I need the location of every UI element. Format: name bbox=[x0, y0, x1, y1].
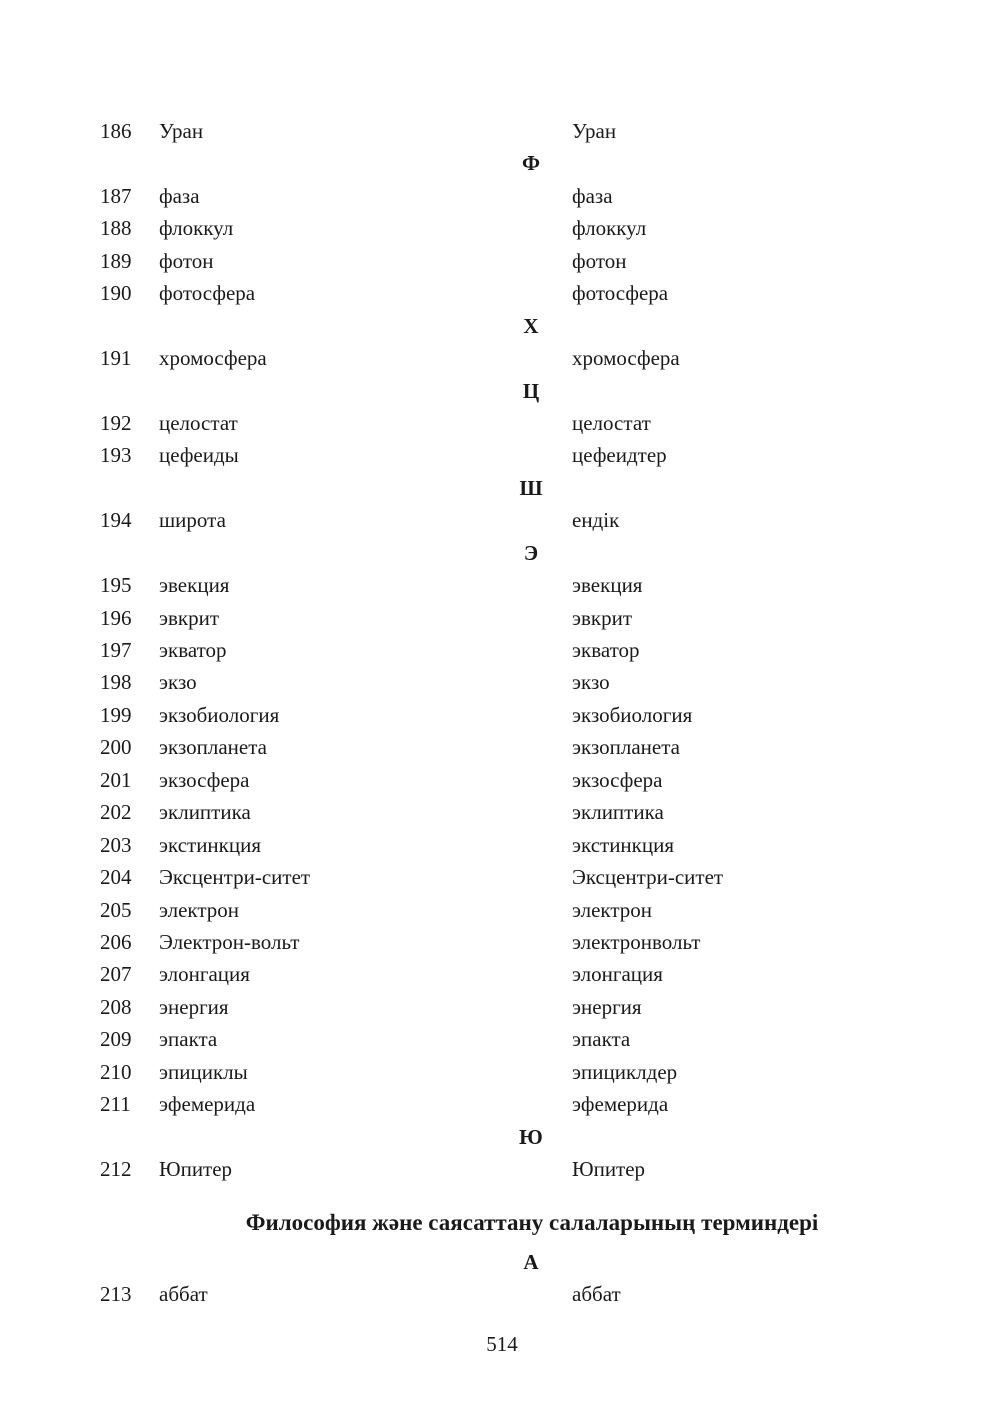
term-russian: экзобиология bbox=[159, 702, 280, 727]
term-russian: эфемерида bbox=[159, 1092, 256, 1117]
term-kazakh: электрон bbox=[572, 897, 653, 922]
term-list bbox=[0, 115, 1004, 1185]
term-row bbox=[0, 991, 1004, 1023]
term-number: 192 bbox=[100, 410, 132, 435]
term-number: 190 bbox=[100, 281, 132, 306]
term-number: 197 bbox=[100, 638, 132, 662]
term-number: 187 bbox=[100, 183, 132, 208]
term-number: 212 bbox=[100, 1157, 132, 1181]
term-russian: фотосфера bbox=[159, 281, 256, 306]
term-russian: эпакта bbox=[159, 1027, 218, 1052]
term-row bbox=[0, 602, 1004, 634]
term-russian: Электрон-вольт bbox=[159, 929, 300, 954]
term-row bbox=[0, 245, 1004, 277]
term-kazakh: экстинкция bbox=[572, 832, 675, 857]
term-kazakh: аббат bbox=[572, 1282, 621, 1307]
term-kazakh: эпициклдер bbox=[572, 1059, 678, 1084]
term-number: 207 bbox=[100, 962, 132, 987]
term-russian: цефеиды bbox=[159, 443, 239, 468]
term-row bbox=[0, 861, 1004, 893]
term-row bbox=[0, 1056, 1004, 1088]
term-russian: хромосфера bbox=[159, 346, 267, 371]
letter-heading bbox=[0, 375, 1004, 407]
term-number: 211 bbox=[100, 1092, 131, 1117]
term-russian: фотон bbox=[159, 248, 214, 273]
letter-heading bbox=[0, 310, 1004, 342]
letter-heading bbox=[0, 472, 1004, 504]
term-kazakh: Юпитер bbox=[572, 1157, 646, 1181]
term-kazakh: целостат bbox=[572, 410, 651, 435]
term-number: 196 bbox=[100, 605, 132, 630]
term-russian: флоккул bbox=[159, 216, 234, 241]
term-number: 205 bbox=[100, 897, 132, 922]
letter-heading bbox=[0, 537, 1004, 569]
term-row bbox=[0, 407, 1004, 439]
term-row bbox=[0, 731, 1004, 763]
term-row bbox=[0, 894, 1004, 926]
letter-heading-text: Ц bbox=[522, 378, 540, 403]
term-kazakh: Эксцентри-ситет bbox=[572, 865, 724, 890]
term-number: 204 bbox=[100, 865, 132, 890]
term-row bbox=[0, 180, 1004, 212]
term-number: 193 bbox=[100, 443, 132, 468]
term-russian: аббат bbox=[159, 1282, 208, 1307]
term-russian: экзо bbox=[159, 670, 197, 695]
term-number: 195 bbox=[100, 573, 132, 598]
term-kazakh: эфемерида bbox=[572, 1092, 669, 1117]
term-russian: экзопланета bbox=[159, 735, 267, 760]
page-number: 514 bbox=[486, 1332, 518, 1356]
term-row bbox=[0, 958, 1004, 990]
term-number: 198 bbox=[100, 670, 132, 695]
letter-heading bbox=[0, 1246, 1004, 1278]
letter-heading-text: Э bbox=[523, 540, 539, 565]
term-row bbox=[0, 212, 1004, 244]
term-row bbox=[0, 115, 1004, 147]
term-row bbox=[0, 504, 1004, 536]
term-kazakh: экзосфера bbox=[572, 767, 663, 792]
term-russian: Уран bbox=[159, 119, 204, 143]
term-row bbox=[0, 764, 1004, 796]
term-number: 213 bbox=[100, 1282, 132, 1307]
term-number: 209 bbox=[100, 1027, 132, 1052]
term-kazakh: экзо bbox=[572, 670, 610, 695]
term-russian: эклиптика bbox=[159, 800, 251, 825]
term-row bbox=[0, 699, 1004, 731]
term-russian: эпициклы bbox=[159, 1059, 248, 1084]
term-kazakh: фотон bbox=[572, 248, 627, 273]
letter-heading bbox=[0, 1121, 1004, 1153]
term-number: 203 bbox=[100, 832, 132, 857]
term-row bbox=[0, 1278, 1004, 1310]
term-russian: Юпитер bbox=[159, 1157, 233, 1181]
term-russian: целостат bbox=[159, 410, 238, 435]
term-kazakh: эвекция bbox=[572, 573, 643, 598]
term-russian: Эксцентри-ситет bbox=[159, 865, 311, 890]
term-number: 186 bbox=[100, 119, 132, 143]
term-row bbox=[0, 342, 1004, 374]
term-russian: экватор bbox=[159, 638, 227, 662]
term-russian: энергия bbox=[159, 994, 229, 1019]
term-row bbox=[0, 666, 1004, 698]
term-russian: эвкрит bbox=[159, 605, 220, 630]
term-number: 199 bbox=[100, 702, 132, 727]
term-number: 210 bbox=[100, 1059, 132, 1084]
term-kazakh: энергия bbox=[572, 994, 642, 1019]
term-number: 201 bbox=[100, 767, 132, 792]
term-kazakh: цефеидтер bbox=[572, 443, 667, 468]
term-row bbox=[0, 926, 1004, 958]
term-kazakh: экватор bbox=[572, 638, 640, 662]
term-russian: широта bbox=[159, 508, 226, 533]
term-russian: фаза bbox=[159, 183, 200, 208]
term-number: 191 bbox=[100, 346, 132, 371]
letter-heading-text: Ю bbox=[519, 1124, 543, 1149]
term-number: 194 bbox=[100, 508, 132, 533]
term-kazakh: экзобиология bbox=[572, 702, 693, 727]
term-kazakh: эпакта bbox=[572, 1027, 631, 1052]
term-kazakh: экзопланета bbox=[572, 735, 680, 760]
term-row bbox=[0, 1023, 1004, 1055]
term-number: 208 bbox=[100, 994, 132, 1019]
term-number: 188 bbox=[100, 216, 132, 241]
term-row bbox=[0, 1088, 1004, 1120]
term-row bbox=[0, 569, 1004, 601]
term-kazakh: ендік bbox=[572, 508, 620, 533]
term-kazakh: Уран bbox=[572, 119, 617, 143]
term-kazakh: хромосфера bbox=[572, 346, 680, 371]
letter-heading bbox=[0, 147, 1004, 179]
term-row bbox=[0, 439, 1004, 471]
term-russian: электрон bbox=[159, 897, 240, 922]
term-number: 189 bbox=[100, 248, 132, 273]
term-russian: экстинкция bbox=[159, 832, 262, 857]
term-row bbox=[0, 796, 1004, 828]
term-kazakh: фаза bbox=[572, 183, 613, 208]
term-kazakh: флоккул bbox=[572, 216, 647, 241]
term-kazakh: электронвольт bbox=[572, 929, 701, 954]
letter-heading-text: Ш bbox=[519, 475, 543, 500]
term-kazakh: элонгация bbox=[572, 962, 663, 987]
section-title: Философия және саясаттану салаларының терминдері bbox=[245, 1210, 819, 1235]
term-number: 202 bbox=[100, 800, 132, 825]
term-row bbox=[0, 1153, 1004, 1185]
term-row bbox=[0, 829, 1004, 861]
term-russian: эвекция bbox=[159, 573, 230, 598]
letter-heading-text: Ф bbox=[521, 151, 541, 176]
term-row bbox=[0, 634, 1004, 666]
term-row bbox=[0, 277, 1004, 309]
term-russian: экзосфера bbox=[159, 767, 250, 792]
term-kazakh: эвкрит bbox=[572, 605, 633, 630]
term-number: 206 bbox=[100, 929, 132, 954]
term-number: 200 bbox=[100, 735, 132, 760]
term-list-philosophy bbox=[0, 1246, 1004, 1311]
letter-heading-text: А bbox=[523, 1250, 539, 1274]
term-kazakh: эклиптика bbox=[572, 800, 664, 825]
term-kazakh: фотосфера bbox=[572, 281, 669, 306]
term-russian: элонгация bbox=[159, 962, 250, 987]
letter-heading-text: Х bbox=[523, 313, 539, 338]
